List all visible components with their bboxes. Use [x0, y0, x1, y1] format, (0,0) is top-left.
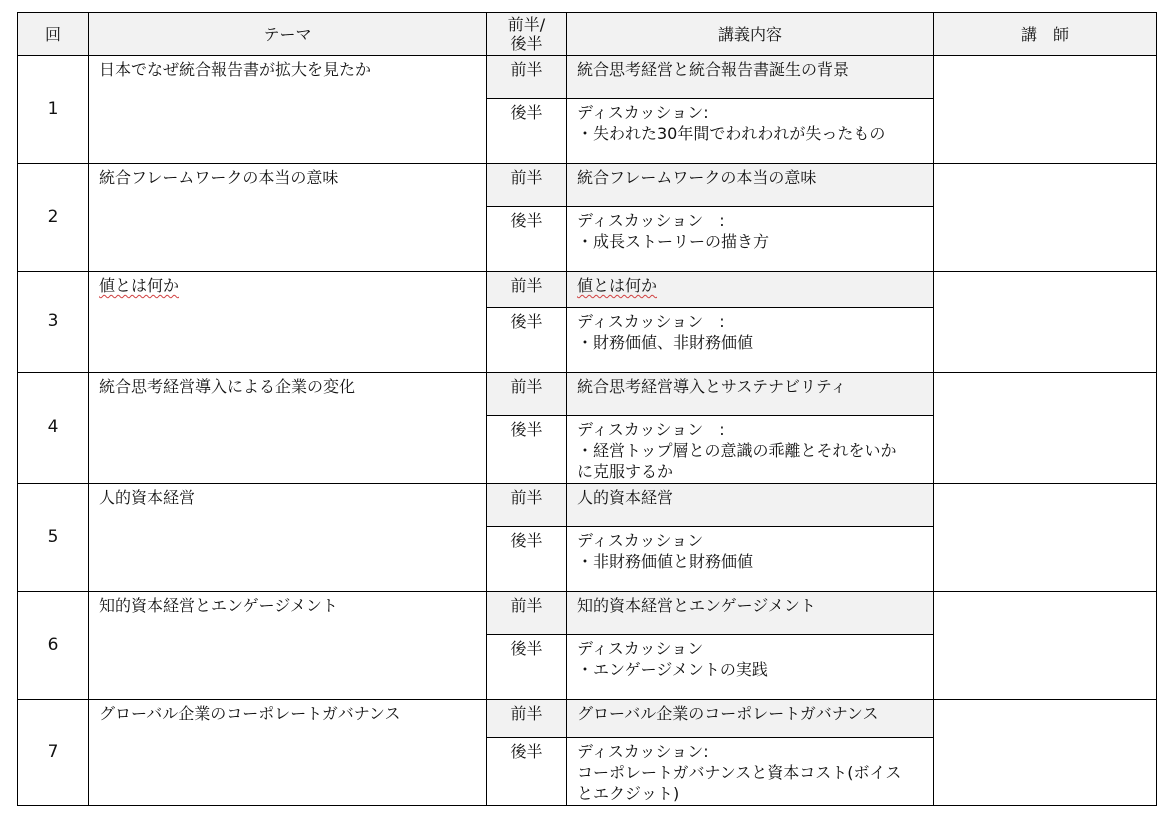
- first-half-content-text: 知的資本経営とエンゲージメント: [577, 595, 816, 615]
- theme-text: 知的資本経営とエンゲージメント: [99, 595, 338, 615]
- first-half-content-text: 統合思考経営導入とサステナビリティ: [577, 376, 847, 396]
- second-half-content-line: ディスカッション :: [577, 211, 725, 231]
- first-half-content: [567, 699, 934, 737]
- first-half-content: [567, 483, 934, 526]
- theme-cell: [89, 591, 487, 699]
- theme-text: 統合思考経営導入による企業の変化: [99, 376, 356, 396]
- first-half-content-text: 統合思考経営と統合報告書誕生の背景: [577, 60, 850, 79]
- first-half-content-text: 値とは何か: [577, 275, 658, 295]
- round-number: 7: [18, 699, 89, 805]
- second-half-content: [567, 635, 934, 700]
- table-row: [18, 591, 1157, 634]
- second-half-content: [567, 416, 934, 484]
- first-half-content: [567, 56, 934, 99]
- table-row: [18, 163, 1157, 206]
- second-half-label: 後半: [487, 416, 567, 484]
- table-row: [18, 483, 1157, 526]
- header-half-line1: 前半/: [507, 15, 546, 34]
- round-number: 4: [18, 372, 89, 483]
- lecturer-cell: [934, 372, 1157, 483]
- first-half-label: 前半: [487, 591, 567, 634]
- first-half-label: 前半: [487, 372, 567, 415]
- second-half-label: 後半: [487, 99, 567, 164]
- second-half-label: 後半: [487, 527, 567, 592]
- second-half-content-line: ・失われた30年間でわれわれが失ったもの: [577, 124, 886, 144]
- header-lecturer: 講 師: [934, 13, 1157, 56]
- first-half-content: [567, 163, 934, 206]
- first-half-content-text: 統合フレームワークの本当の意味: [577, 167, 817, 187]
- lecturer-cell: [934, 56, 1157, 164]
- second-half-content-line: に克服するか: [577, 462, 674, 482]
- first-half-content: [567, 591, 934, 634]
- round-number: 2: [18, 163, 89, 271]
- theme-cell: [89, 163, 487, 271]
- round-number: 6: [18, 591, 89, 699]
- lecture-schedule-table: [17, 12, 1157, 806]
- first-half-label: 前半: [487, 699, 567, 737]
- theme-text: 日本でなぜ統合報告書が拡大を見たか: [99, 60, 372, 79]
- second-half-content: [567, 308, 934, 373]
- lecturer-cell: [934, 163, 1157, 271]
- second-half-label: 後半: [487, 635, 567, 700]
- first-half-content-text: グローバル企業のコーポレートガバナンス: [577, 703, 879, 723]
- header-half-line2: 後半: [510, 34, 543, 53]
- second-half-content: [567, 207, 934, 272]
- header-theme: テーマ: [89, 13, 487, 56]
- second-half-content-line: ディスカッション:: [577, 103, 709, 123]
- header-half: [487, 13, 567, 56]
- first-half-label: 前半: [487, 271, 567, 307]
- theme-text: グローバル企業のコーポレートガバナンス: [99, 703, 401, 723]
- header-content: 講義内容: [567, 13, 934, 56]
- theme-text: 人的資本経営: [99, 487, 196, 507]
- second-half-content-line: ディスカッション: [577, 639, 704, 659]
- second-half-content: [567, 99, 934, 164]
- round-number: 1: [18, 56, 89, 164]
- first-half-content: [567, 271, 934, 307]
- theme-text: 値とは何か: [99, 275, 180, 295]
- theme-cell: [89, 271, 487, 372]
- first-half-content-text: 人的資本経営: [577, 487, 674, 507]
- theme-cell: [89, 699, 487, 805]
- lecturer-cell: [934, 271, 1157, 372]
- second-half-content-line: ・経営トップ層との意識の乖離とそれをいか: [577, 441, 897, 461]
- second-half-label: 後半: [487, 207, 567, 272]
- second-half-content-line: ディスカッション:: [577, 742, 709, 762]
- lecturer-cell: [934, 699, 1157, 805]
- second-half-content-line: ・財務価値、非財務価値: [577, 333, 754, 353]
- table-row: [18, 699, 1157, 737]
- second-half-content-line: コーポレートガバナンスと資本コスト(ボイス: [577, 763, 902, 783]
- second-half-content: [567, 738, 934, 806]
- table-row: [18, 372, 1157, 415]
- second-half-label: 後半: [487, 738, 567, 806]
- round-number: 5: [18, 483, 89, 591]
- second-half-content: [567, 527, 934, 592]
- first-half-label: 前半: [487, 483, 567, 526]
- second-half-content-line: ディスカッション :: [577, 420, 725, 440]
- table-row: [18, 56, 1157, 99]
- first-half-label: 前半: [487, 163, 567, 206]
- second-half-content-line: ディスカッション: [577, 531, 704, 551]
- second-half-content-line: とエクジット): [577, 784, 680, 804]
- lecturer-cell: [934, 483, 1157, 591]
- header-row: [18, 13, 1157, 56]
- lecturer-cell: [934, 591, 1157, 699]
- theme-cell: [89, 372, 487, 483]
- second-half-label: 後半: [487, 308, 567, 373]
- second-half-content-line: ・非財務価値と財務価値: [577, 552, 754, 572]
- second-half-content-line: ディスカッション :: [577, 312, 725, 332]
- table-row: [18, 271, 1157, 307]
- theme-text: 統合フレームワークの本当の意味: [99, 167, 339, 187]
- second-half-content-line: ・成長ストーリーの描き方: [577, 232, 770, 252]
- round-number: 3: [18, 271, 89, 372]
- first-half-content: [567, 372, 934, 415]
- second-half-content-line: ・エンゲージメントの実践: [577, 660, 768, 680]
- first-half-label: 前半: [487, 56, 567, 99]
- theme-cell: [89, 483, 487, 591]
- header-round: 回: [18, 13, 89, 56]
- theme-cell: [89, 56, 487, 164]
